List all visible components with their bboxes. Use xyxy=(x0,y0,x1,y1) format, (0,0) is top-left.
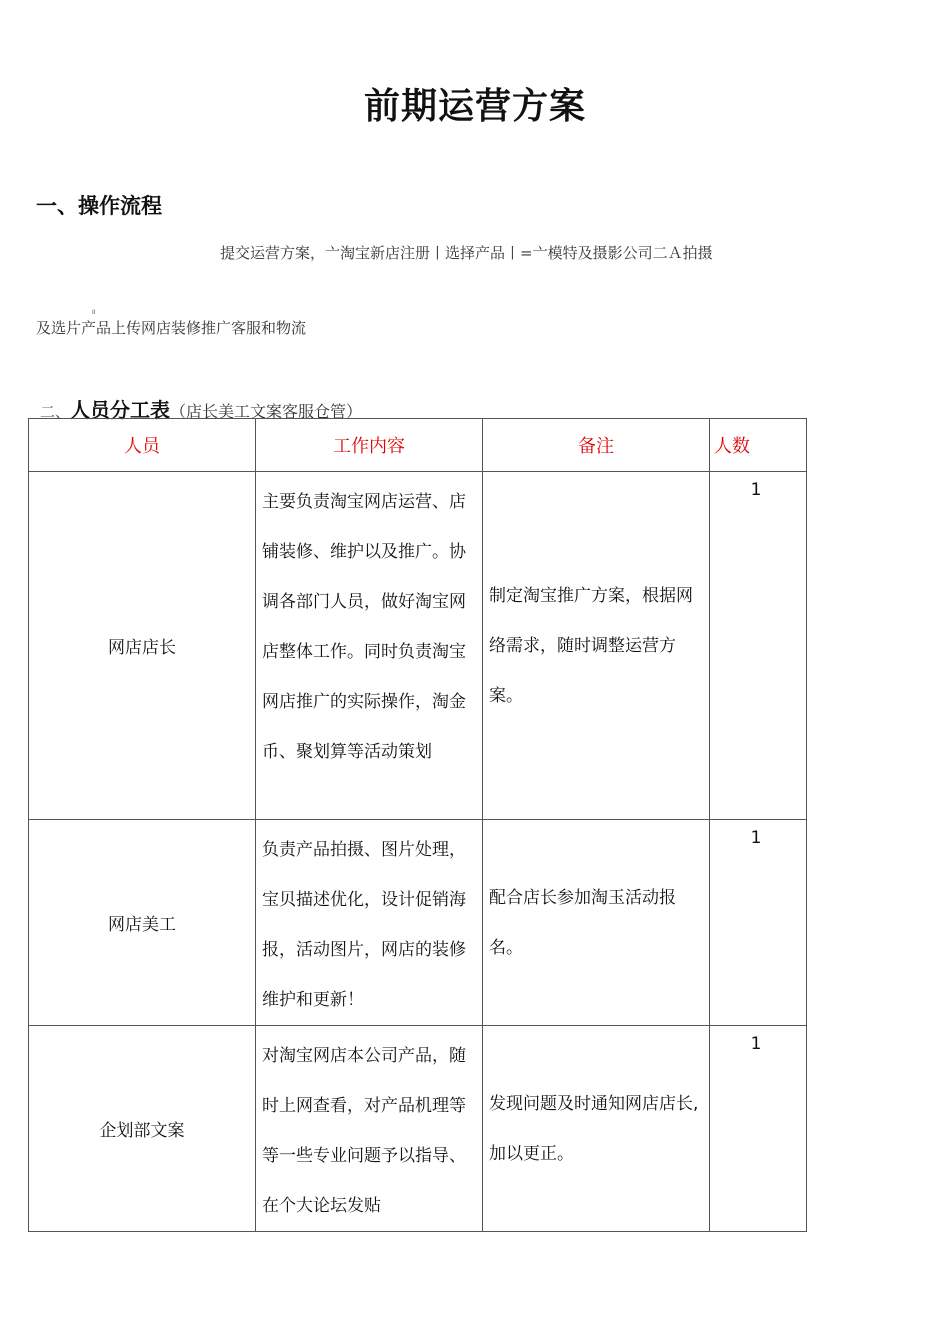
page-title: 前期运营方案 xyxy=(363,86,586,127)
section-title: 人员分工表 xyxy=(70,398,171,422)
role-cell: 网店美工 xyxy=(29,820,256,1026)
content-cell: 对淘宝网店本公司产品，随时上网查看，对产品机理等等一些专业问题予以指导、在个大论坛发贴 xyxy=(256,1026,483,1232)
count-cell: 1 xyxy=(710,472,807,820)
role-cell: 企划部文案 xyxy=(29,1026,256,1232)
count-cell: 1 xyxy=(710,1026,807,1232)
count-cell: 1 xyxy=(710,820,807,1026)
section-number: 二、 xyxy=(40,403,71,421)
table-row xyxy=(29,820,807,1026)
flow-small-mark: II xyxy=(92,309,96,316)
content-cell: 负责产品拍摄、图片处理，宝贝描述优化，设计促销海报，活动图片，网店的装修维护和更新！ xyxy=(256,820,483,1026)
table-row xyxy=(29,1026,807,1232)
staff-table xyxy=(28,418,807,1232)
header-staff: 人员 xyxy=(29,419,256,472)
role-cell: 网店店长 xyxy=(29,472,256,820)
content-cell: 主要负责淘宝网店运营、店铺装修、维护以及推广。协调各部门人员，做好淘宝网店整体工作。同时负责淘宝网店推广的实际操作，淘金币、聚划算等活动策划 xyxy=(256,472,483,820)
flow-text-line-2: 及选片产品上传网店装修推广客服和物流 xyxy=(36,319,307,337)
remark-cell: 制定淘宝推广方案，根据网络需求，随时调整运营方案。 xyxy=(483,472,710,820)
table-header-row xyxy=(29,419,807,472)
header-count: 人数 xyxy=(710,419,807,472)
remark-cell: 配合店长参加淘玉活动报名。 xyxy=(483,820,710,1026)
section-note: （店长美工文案客服仓管） xyxy=(170,402,363,421)
table-row xyxy=(29,472,807,820)
header-remark: 备注 xyxy=(483,419,710,472)
flow-text-line-1: 提交运营方案，亠淘宝新店注册丨选择产品丨=亠模特及摄影公司二Ａ拍摄 xyxy=(220,244,713,262)
section-heading-operation-flow: 一、操作流程 xyxy=(36,194,162,218)
remark-cell: 发现问题及时通知网店店长,加以更正。 xyxy=(483,1026,710,1232)
header-work-content: 工作内容 xyxy=(256,419,483,472)
